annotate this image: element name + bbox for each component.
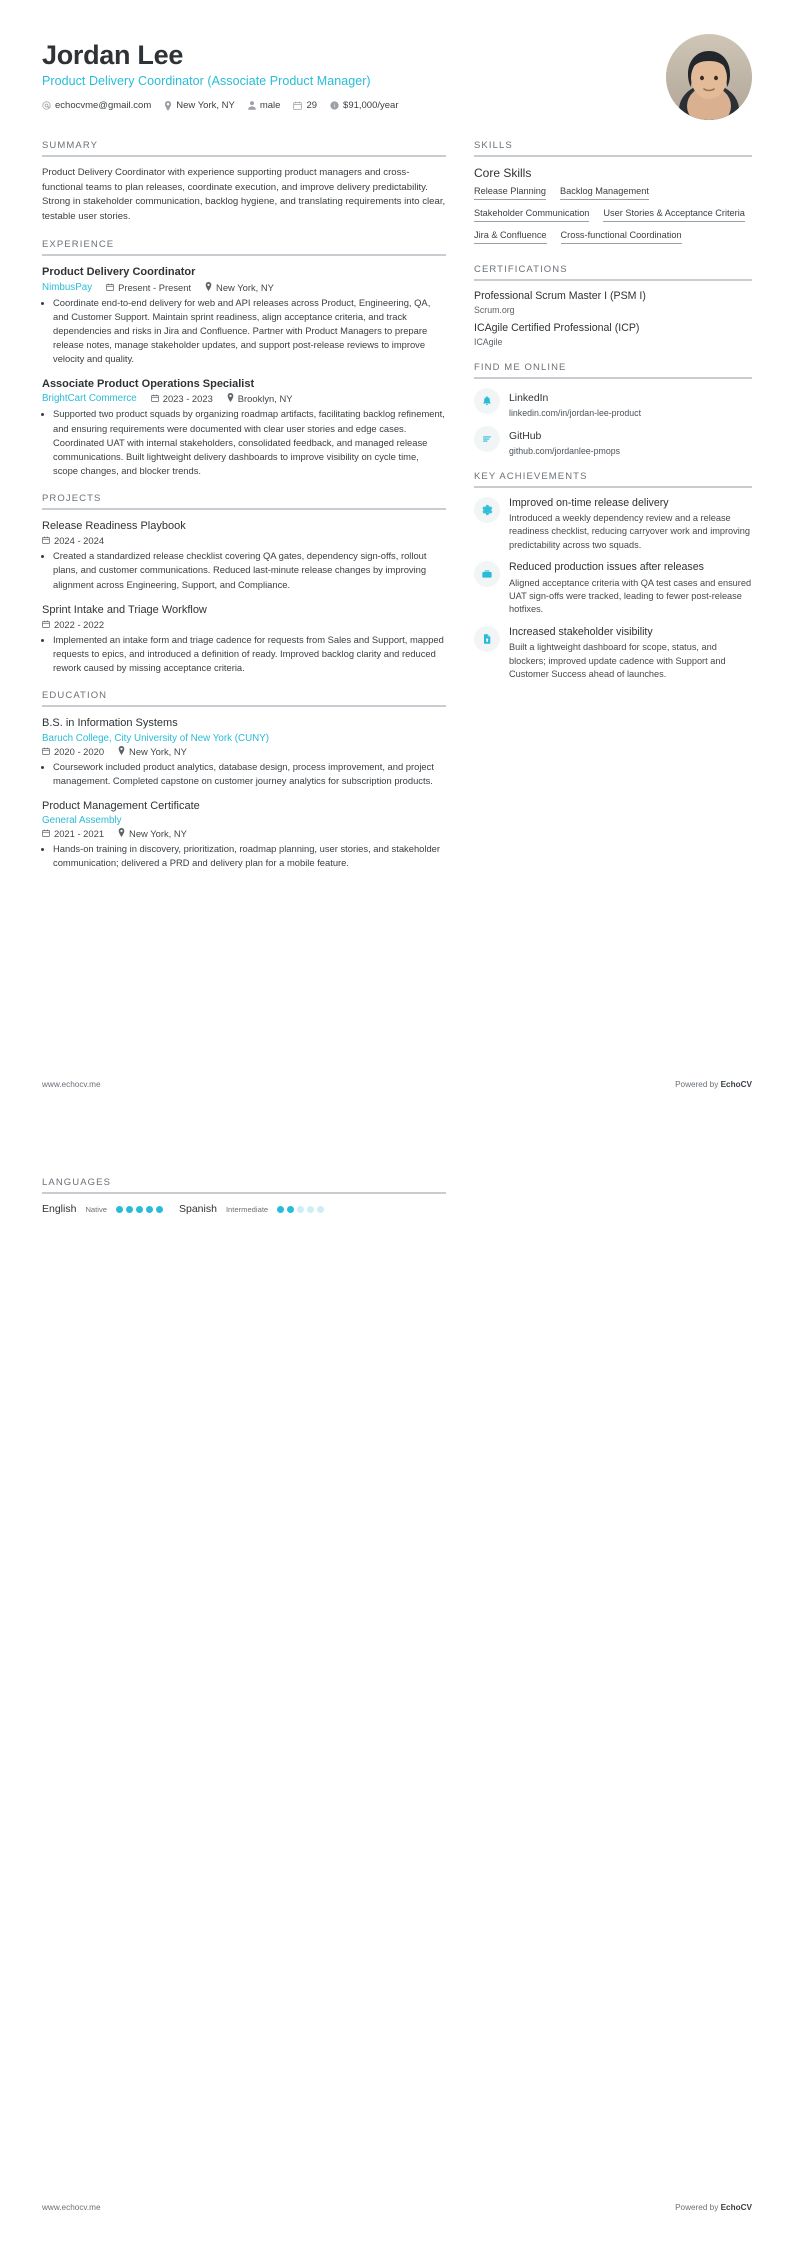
certification-item <box>474 322 752 347</box>
language-name: English <box>42 1203 77 1215</box>
contact-location-text: New York, NY <box>176 100 235 112</box>
footer-powered-prefix: Powered by <box>675 1080 721 1089</box>
experience-location-text: Brooklyn, NY <box>237 393 293 405</box>
skill-tag: Jira & Confluence <box>474 230 547 244</box>
lines-icon <box>474 426 500 452</box>
summary-text: Product Delivery Coordinator with experience supporting product managers and cross-functional teams to plan releases, coordinate execution, and improve delivery predictability. Strong in stakeholder communication, backlog hygiene, and translating requirements into clear, testable user stories. <box>42 167 446 222</box>
contact-row <box>42 100 399 111</box>
calendar-icon <box>42 535 50 546</box>
experience-entry <box>42 377 446 478</box>
certification-issuer: ICAgile <box>474 336 503 347</box>
key-achievements-section <box>474 471 752 682</box>
education-section <box>42 690 446 870</box>
experience-role: Product Delivery Coordinator <box>42 266 196 279</box>
contact-gender <box>248 100 281 111</box>
rating-dot <box>287 1206 294 1213</box>
bullet: • Supported two product squads by organizing roadmap artifacts, facilitating backlog refinement, and ensuring requirements were documented with clear user stories and edge cases. Coordinated UAT with internal stakeholders, consolidated feedback, and managed release communications. Built lightweight delivery dashboards to improve visibility on cycle time, scope changes, and blocker trends. <box>53 407 446 478</box>
section-divider <box>42 155 446 157</box>
achievement-text <box>509 626 752 682</box>
footer-website[interactable]: www.echocv.me <box>42 2203 101 2212</box>
project-entry <box>42 519 446 592</box>
location-icon <box>205 282 212 293</box>
education-bullets <box>42 842 446 870</box>
experience-dates-text: 2023 - 2023 <box>162 393 213 405</box>
resume-body-page2 <box>42 1177 752 1230</box>
experience-meta <box>42 393 446 404</box>
certification-name: Professional Scrum Master I (PSM I) <box>474 290 646 302</box>
salary-icon <box>330 101 339 110</box>
briefcase-icon <box>474 561 500 587</box>
rating-dot <box>297 1206 304 1213</box>
certification-issuer: Scrum.org <box>474 304 515 315</box>
experience-location <box>205 282 274 293</box>
education-entry <box>42 799 446 871</box>
experience-dates <box>106 282 191 293</box>
contact-gender-text: male <box>259 100 281 112</box>
education-location-text: New York, NY <box>129 745 187 757</box>
education-degree: Product Management Certificate <box>42 799 200 812</box>
section-divider <box>474 155 752 157</box>
person-icon <box>248 101 256 110</box>
gear-icon <box>474 497 500 523</box>
left-column-page2 <box>42 1177 446 1230</box>
education-section-title: EDUCATION <box>42 690 108 702</box>
education-school-row <box>42 733 446 744</box>
project-bullets <box>42 549 446 591</box>
languages-section <box>42 1177 446 1215</box>
calendar-icon <box>42 746 50 757</box>
achievement-description: Introduced a weekly dependency review and a release readiness checklist, reducing carryover work and improving predictability across two squads. <box>509 513 751 550</box>
resume-page-2 <box>0 1123 794 2246</box>
education-location <box>118 828 187 839</box>
project-meta <box>42 535 446 546</box>
calendar-icon <box>151 393 159 404</box>
education-degree: B.S. in Information Systems <box>42 717 178 730</box>
project-dates-text: 2024 - 2024 <box>54 535 105 547</box>
project-dates <box>42 535 104 546</box>
avatar <box>666 34 752 120</box>
contact-location <box>164 100 235 111</box>
skills-section <box>474 140 752 249</box>
experience-company: BrightCart Commerce <box>42 393 137 405</box>
language-level: Native <box>85 1204 107 1214</box>
online-profile-github[interactable] <box>474 426 752 456</box>
resume-body <box>42 140 752 885</box>
certification-item <box>474 290 752 315</box>
experience-dates <box>151 393 213 404</box>
contact-salary-text: $91,000/year <box>343 100 399 112</box>
avatar-portrait <box>666 34 752 120</box>
header-text-block <box>42 34 399 111</box>
section-divider <box>474 377 752 379</box>
education-school: Baruch College, City University of New York (CUNY) <box>42 732 270 744</box>
achievement-item <box>474 497 752 553</box>
achievement-text <box>509 561 752 617</box>
projects-section-title: PROJECTS <box>42 493 102 504</box>
certification-name: ICAgile Certified Professional (ICP) <box>474 321 640 334</box>
bullet: • Coordinate end-to-end delivery for web and API releases across Product, Engineering, QA, and Customer Support. Maintain sprint readiness, align acceptance criteria, and track dependencies and risks in Jira and Confluence. Partner with Product Managers to prepare release notes, manage stakeholder updates, and support post-release reviews to improve velocity and quality. <box>53 296 446 367</box>
education-school-row <box>42 815 446 826</box>
project-dates-text: 2022 - 2022 <box>54 618 105 630</box>
achievement-title: Increased stakeholder visibility <box>509 625 653 638</box>
rating-dot <box>126 1206 133 1213</box>
certifications-section-title: CERTIFICATIONS <box>474 264 568 275</box>
contact-age-text: 29 <box>306 100 318 112</box>
experience-location <box>227 393 293 404</box>
summary-section-title: SUMMARY <box>42 140 99 151</box>
experience-company: NimbusPay <box>42 281 93 293</box>
online-profile-label: GitHub <box>509 430 542 442</box>
experience-section-title: EXPERIENCE <box>42 239 115 251</box>
experience-bullets <box>42 407 446 478</box>
location-icon <box>227 393 234 404</box>
footer-website[interactable]: www.echocv.me <box>42 1080 101 1089</box>
skill-tag: Cross-functional Coordination <box>561 230 682 244</box>
online-profile-url: linkedin.com/in/jordan-lee-product <box>509 407 642 418</box>
education-entry <box>42 716 446 788</box>
contact-email <box>42 100 151 111</box>
achievement-item <box>474 561 752 617</box>
calendar-icon <box>293 101 302 110</box>
online-profile-text <box>509 388 641 418</box>
education-location-text: New York, NY <box>129 828 187 840</box>
education-dates <box>42 746 104 757</box>
achievement-title: Reduced production issues after releases <box>509 561 704 574</box>
education-meta <box>42 746 446 757</box>
footer-powered-prefix: Powered by <box>675 2203 721 2212</box>
education-dates-text: 2021 - 2021 <box>54 828 105 840</box>
footer-brand-name: EchoCV <box>720 1080 752 1089</box>
find-me-online-title: FIND ME ONLINE <box>474 361 567 373</box>
online-profile-label: LinkedIn <box>509 392 549 404</box>
footer-brand-name: EchoCV <box>720 2203 752 2212</box>
bullet: • Hands-on training in discovery, prioritization, roadmap planning, user stories, and stakeholder communication; delivered a PRD and delivery plan for a mobile feature. <box>53 842 446 870</box>
section-divider <box>474 279 752 281</box>
project-name: Release Readiness Playbook <box>42 520 186 532</box>
skill-tag: User Stories & Acceptance Criteria <box>603 208 744 222</box>
job-headline: Product Delivery Coordinator (Associate Product Manager) <box>42 74 371 89</box>
rating-dot <box>136 1206 143 1213</box>
location-icon <box>164 101 172 111</box>
achievement-item <box>474 626 752 682</box>
education-location <box>118 746 187 757</box>
contact-email-text: echocvme@gmail.com <box>55 100 152 112</box>
contact-age <box>293 100 317 111</box>
experience-section <box>42 239 446 478</box>
location-icon <box>118 828 125 839</box>
project-meta <box>42 619 446 630</box>
languages-list <box>42 1203 446 1215</box>
footer-brand <box>675 1080 752 1089</box>
page-title: Jordan Lee <box>42 40 184 70</box>
achievement-text <box>509 497 752 553</box>
rating-dot <box>116 1206 123 1213</box>
left-column <box>42 140 446 885</box>
achievement-title: Improved on-time release delivery <box>509 496 669 509</box>
language-item-spanish <box>179 1203 324 1215</box>
experience-location-text: New York, NY <box>216 281 274 293</box>
experience-bullets <box>42 296 446 367</box>
contact-salary <box>330 100 398 111</box>
education-dates-text: 2020 - 2020 <box>54 745 105 757</box>
skills-section-title: SKILLS <box>474 140 513 151</box>
svg-text:i: i <box>333 103 336 110</box>
email-icon <box>42 101 51 110</box>
projects-section <box>42 493 446 675</box>
project-dates <box>42 619 104 630</box>
document-icon <box>474 626 500 652</box>
achievement-description: Aligned acceptance criteria with QA test cases and ensured UAT sign-offs were tracked, leading to fewer post-release hotfixes. <box>509 577 752 615</box>
rating-dot <box>317 1206 324 1213</box>
language-rating-dots <box>116 1206 163 1213</box>
skill-tag: Backlog Management <box>560 186 649 200</box>
calendar-icon <box>42 619 50 630</box>
experience-meta <box>42 282 446 293</box>
calendar-icon <box>42 828 50 839</box>
bullet: • Created a standardized release checklist covering QA gates, dependency sign-offs, rollout plans, and customer communications. Reduced last-minute release changes by improving alignment across Engineering, Support, and Compliance. <box>53 549 446 591</box>
language-name: Spanish <box>178 1203 217 1215</box>
language-level: Intermediate <box>225 1204 269 1214</box>
footer-brand <box>675 2203 752 2212</box>
experience-entry <box>42 265 446 366</box>
skill-tag: Stakeholder Communication <box>474 208 589 222</box>
summary-section <box>42 140 446 224</box>
bullet: • Implemented an intake form and triage cadence for requests from Sales and Support, mapped requests to epics, and introduced a definition of ready. Improved backlog clarity and reduced rework caused by missing acceptance criteria. <box>53 633 446 675</box>
right-column <box>474 140 752 885</box>
education-bullets <box>42 760 446 788</box>
experience-role: Associate Product Operations Specialist <box>42 378 255 391</box>
skills-group-name: Core Skills <box>474 166 532 180</box>
section-divider <box>42 705 446 707</box>
rating-dot <box>307 1206 314 1213</box>
section-divider <box>474 486 752 488</box>
online-profile-url: github.com/jordanlee-pmops <box>509 445 621 456</box>
calendar-icon <box>106 282 114 293</box>
bullet: • Coursework included product analytics, database design, process improvement, and project management. Completed capstone on customer journey analytics for subscription products. <box>53 760 446 788</box>
section-divider <box>42 1192 446 1194</box>
experience-dates-text: Present - Present <box>118 281 192 293</box>
education-meta <box>42 828 446 839</box>
skill-tag: Release Planning <box>474 186 546 200</box>
rating-dot <box>156 1206 163 1213</box>
section-divider <box>42 254 446 256</box>
page-footer <box>42 1080 752 1089</box>
section-divider <box>42 508 446 510</box>
page-footer <box>42 2203 752 2212</box>
location-icon <box>118 746 125 757</box>
skills-tag-list <box>474 186 752 249</box>
key-achievements-title: KEY ACHIEVEMENTS <box>474 470 588 482</box>
languages-section-title: LANGUAGES <box>42 1177 112 1188</box>
achievement-description: Built a lightweight dashboard for scope, status, and blockers; improved update cadence with Support and Customer Success ahead of launches. <box>509 642 726 679</box>
rating-dot <box>146 1206 153 1213</box>
bell-icon <box>474 388 500 414</box>
project-bullets <box>42 633 446 675</box>
education-school: General Assembly <box>42 815 122 827</box>
right-column-page2 <box>474 1177 752 1230</box>
education-dates <box>42 828 104 839</box>
online-profile-linkedin[interactable] <box>474 388 752 418</box>
language-item-english <box>42 1203 163 1215</box>
online-profile-text <box>509 426 620 456</box>
language-rating-dots <box>277 1206 324 1213</box>
project-name: Sprint Intake and Triage Workflow <box>42 603 207 616</box>
resume-header <box>42 34 752 120</box>
project-entry <box>42 603 446 676</box>
find-me-online-section <box>474 362 752 456</box>
certifications-section <box>474 264 752 347</box>
rating-dot <box>277 1206 284 1213</box>
